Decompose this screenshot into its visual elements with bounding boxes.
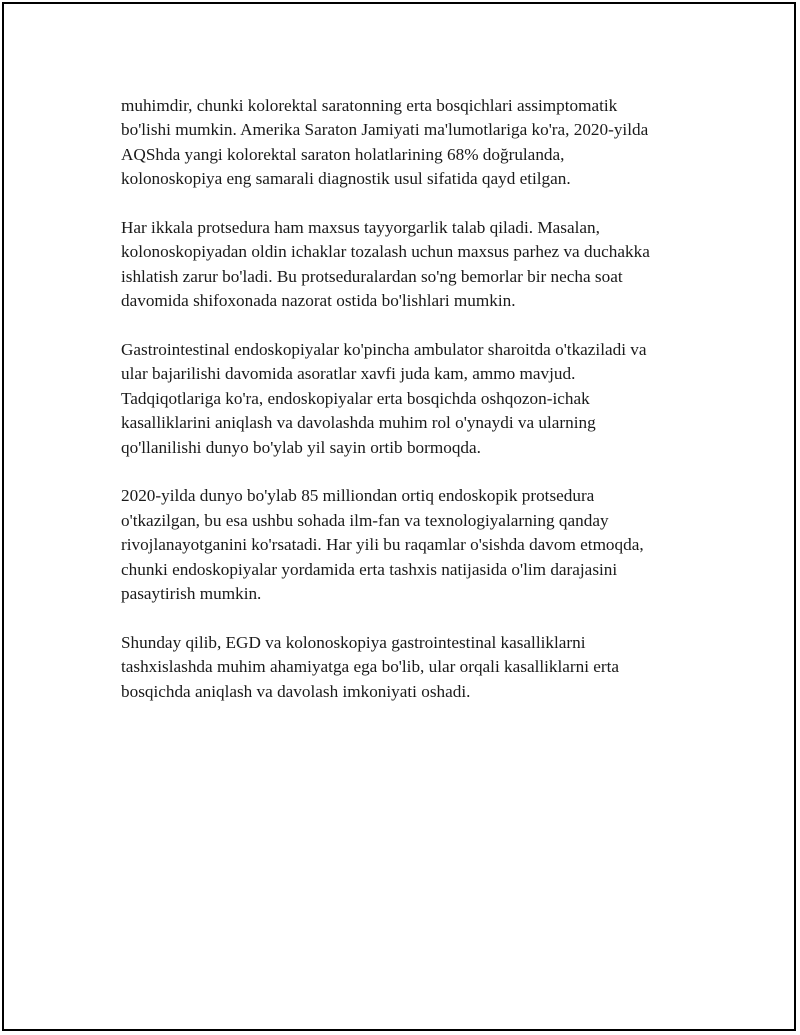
text-line: rivojlanayotganini ko'rsatadi. Har yili bu raqamlar o'sishda davom etmoqda, — [121, 535, 644, 555]
text-line: ular bajarilishi davomida asoratlar xavfi juda kam, ammo mavjud. — [121, 364, 576, 384]
paragraph — [121, 216, 701, 314]
paragraph — [121, 338, 701, 460]
document-body — [121, 94, 701, 728]
page-frame — [2, 2, 796, 1031]
text-line: kasalliklarini aniqlash va davolashda muhim rol o'ynaydi va ularning — [121, 413, 596, 433]
text-line: bosqichda aniqlash va davolash imkoniyati oshadi. — [121, 681, 471, 701]
text-line: ishlatish zarur bo'ladi. Bu protseduralardan so'ng bemorlar bir necha soat — [121, 266, 623, 286]
text-line: davomida shifoxonada nazorat ostida bo'lishlari mumkin. — [121, 291, 516, 311]
paragraph — [121, 94, 701, 192]
text-line: AQShda yangi kolorektal saraton holatlarining 68% doğrulanda, — [121, 144, 565, 164]
text-line: muhimdir, chunki kolorektal saratonning erta bosqichlari assimptomatik — [121, 96, 618, 115]
text-line: qo'llanilishi dunyo bo'ylab yil sayin ortib bormoqda. — [121, 437, 481, 457]
text-line: Shunday qilib, EGD va kolonoskopiya gastrointestinal kasalliklarni — [121, 632, 586, 652]
paragraph — [121, 484, 701, 606]
paragraph — [121, 631, 701, 704]
text-line: kolonoskopiyadan oldin ichaklar tozalash uchun maxsus parhez va duchakka — [121, 242, 650, 262]
text-line: pasaytirish mumkin. — [121, 584, 262, 604]
text-line: Gastrointestinal endoskopiyalar ko'pincha ambulator sharoitda o'tkaziladi va — [121, 340, 647, 360]
text-line: Har ikkala protsedura ham maxsus tayyorgarlik talab qiladi. Masalan, — [121, 218, 600, 238]
text-line: chunki endoskopiyalar yordamida erta tashxis natijasida o'lim darajasini — [121, 559, 618, 579]
text-line: tashxislashda muhim ahamiyatga ega bo'lib, ular orqali kasalliklarni erta — [121, 657, 620, 677]
text-line: 2020-yilda dunyo bo'ylab 85 milliondan ortiq endoskopik protsedura — [121, 486, 595, 506]
text-line: Tadqiqotlariga ko'ra, endoskopiyalar erta bosqichda oshqozon-ichak — [121, 388, 590, 408]
text-line: kolonoskopiya eng samarali diagnostik usul sifatida qayd etilgan. — [121, 169, 571, 189]
text-line: bo'lishi mumkin. Amerika Saraton Jamiyati ma'lumotlariga ko'ra, 2020-yilda — [121, 120, 649, 140]
text-line: o'tkazilgan, bu esa ushbu sohada ilm-fan va texnologiyalarning qanday — [121, 510, 609, 530]
